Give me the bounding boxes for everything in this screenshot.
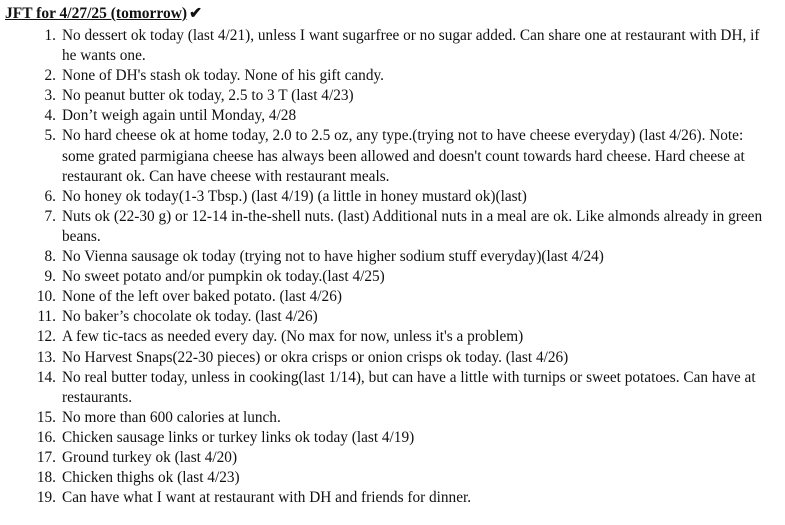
list-item	[0, 307, 785, 327]
item-text: Nuts ok (22-30 g) or 12-14 in-the-shell nuts. (last) Additional nuts in a meal are ok. Like almonds already in green beans.	[62, 207, 763, 245]
item-text: No peanut butter ok today, 2.5 to 3 T (last 4/23)	[62, 87, 354, 105]
item-text: No hard cheese ok at home today, 2.0 to 2.5 oz, any type.(trying not to have cheese everyday) (last 4/26). Note: some grated parmigiana cheese has always been allowed and doesn't count towards hard cheese. Hard cheese at restaurant ok. Can have cheese with restaurant meals.	[62, 127, 745, 185]
item-text: No Harvest Snaps(22-30 pieces) or okra crisps or onion crisps ok today. (last 4/26)	[62, 348, 569, 366]
item-text: Can have what I want at restaurant with DH and friends for dinner.	[62, 489, 472, 507]
item-number: 11.	[37, 308, 56, 326]
item-text: No baker’s chocolate ok today. (last 4/26)	[62, 308, 318, 326]
item-number: 17.	[36, 448, 56, 466]
list-item	[0, 267, 785, 287]
item-number: 5.	[44, 127, 56, 145]
item-number: 4.	[44, 107, 56, 125]
list-item	[0, 488, 785, 508]
item-number: 2.	[44, 67, 56, 85]
item-number: 1.	[44, 27, 56, 44]
item-text: No dessert ok today (last 4/21), unless I want sugarfree or no sugar added. Can share one at restaurant with DH, if he wants one.	[62, 27, 760, 65]
list-item	[0, 348, 785, 368]
list-item	[0, 368, 785, 408]
list-item	[0, 66, 785, 86]
list-item	[0, 428, 785, 448]
item-number: 12.	[36, 328, 56, 346]
item-number: 7.	[44, 207, 56, 225]
item-text: Ground turkey ok (last 4/20)	[62, 448, 238, 466]
item-number: 14.	[36, 368, 56, 386]
numbered-list	[0, 26, 785, 508]
item-text: No honey ok today(1-3 Tbsp.) (last 4/19) (a little in honey mustard ok)(last)	[62, 187, 527, 205]
item-text: Don’t weigh again until Monday, 4/28	[62, 107, 297, 125]
list-item	[0, 468, 785, 488]
item-number: 9.	[44, 268, 56, 286]
item-text: No more than 600 calories at lunch.	[62, 408, 281, 426]
item-text: None of DH's stash ok today. None of his gift candy.	[62, 67, 384, 85]
list-item	[0, 408, 785, 428]
page-title	[5, 5, 202, 23]
list-item	[0, 86, 785, 106]
item-number: 15.	[36, 408, 56, 426]
item-number: 19.	[36, 489, 56, 507]
item-text: No real butter today, unless in cooking(last 1/14), but can have a little with turnips or sweet potatoes. Can have at restaurants.	[62, 368, 756, 406]
item-number: 3.	[44, 87, 56, 105]
item-number: 6.	[44, 187, 56, 205]
item-number: 13.	[36, 348, 56, 366]
item-number: 16.	[36, 428, 56, 446]
list-item	[0, 247, 785, 267]
list-item	[0, 327, 785, 347]
checkmark-icon: ✔	[189, 5, 203, 22]
item-number: 8.	[44, 248, 56, 266]
list-item	[0, 126, 785, 186]
list-item	[0, 287, 785, 307]
list-item	[0, 207, 785, 247]
item-text: A few tic-tacs as needed every day. (No max for now, unless it's a problem)	[62, 328, 524, 346]
item-text: Chicken sausage links or turkey links ok today (last 4/19)	[62, 428, 415, 446]
item-text: No sweet potato and/or pumpkin ok today.(last 4/25)	[62, 268, 385, 286]
item-text: No Vienna sausage ok today (trying not to have higher sodium stuff everyday)(last 4/24)	[62, 248, 604, 266]
list-item	[0, 26, 785, 66]
list-item	[0, 106, 785, 126]
item-text: None of the left over baked potato. (last 4/26)	[62, 288, 342, 306]
item-number: 18.	[36, 469, 56, 487]
list-item	[0, 187, 785, 207]
item-text: Chicken thighs ok (last 4/23)	[62, 469, 240, 487]
item-number: 10.	[36, 288, 56, 306]
title-text: JFT for 4/27/25 (tomorrow)	[5, 5, 188, 22]
list-item	[0, 448, 785, 468]
